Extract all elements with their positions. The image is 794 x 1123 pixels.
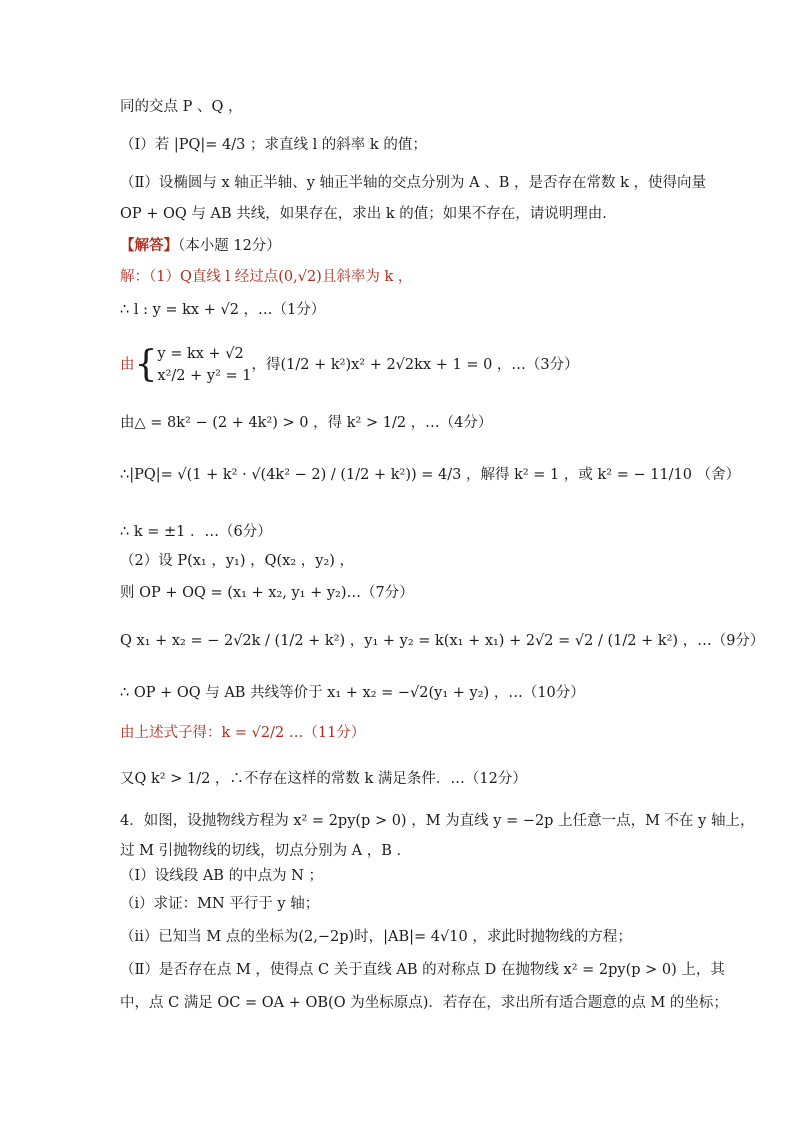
solution-step-2: ∴ l : y = kx + √2 ，…（1分） xyxy=(120,302,326,318)
system-prefix: 由 xyxy=(120,357,135,373)
answer-tag: 【解答】 xyxy=(120,237,178,254)
answer-score-note: （本小题 12分） xyxy=(178,238,281,254)
equation-system xyxy=(157,343,251,387)
line-1: 同的交点 P 、Q ， xyxy=(120,99,243,115)
system-eq-2: x²/2 + y² = 1 xyxy=(157,368,252,384)
question-part-2-cont: OP + OQ 与 AB 共线，如果存在，求出 k 的值；如果不存在，请说明理由． xyxy=(120,206,617,222)
system-eq-1: y = kx + √2 xyxy=(157,346,244,362)
solution-part-2-step-6: 又Q k² > 1/2 ，∴不存在这样的常数 k 满足条件．…（12分） xyxy=(120,771,527,787)
solution-step-6: ∴ k = ±1 ．…（6分） xyxy=(120,524,272,540)
solution-step-3 xyxy=(120,343,579,387)
problem-4-stem: 4．如图，设抛物线方程为 x² = 2py(p > 0) ，M 为直线 y = −2p 上任意一点，M 不在 y 轴上， xyxy=(120,813,755,829)
question-part-2: （Ⅱ）设椭圆与 x 轴正半轴、y 轴正半轴的交点分别为 A 、B ，是否存在常数 k ，使得向量 xyxy=(120,175,707,191)
solution-step-1: 解：（1）Q直线 l 经过点(0,√2)且斜率为 k ， xyxy=(120,269,413,285)
brace-icon: { xyxy=(134,344,158,385)
solution-step-5: ∴|PQ|= √(1 + k² · √(4k² − 2) / (1/2 + k²)) = 4/3 ，解得 k² = 1 ，或 k² = − 11/10 （舍） xyxy=(120,467,741,483)
solution-part-2-step-3: Q x₁ + x₂ = − 2√2k / (1/2 + k²) ，y₁ + y₂ = k(x₁ + x₁) + 2√2 = √2 / (1/2 + k²) ，…（9分） xyxy=(120,633,765,649)
problem-4-stem-cont: 过 M 引抛物线的切线，切点分别为 A ，B ． xyxy=(120,843,412,859)
answer-header xyxy=(120,237,281,255)
solution-part-2-step-2: 则 OP + OQ = (x₁ + x₂, y₁ + y₂)…（7分） xyxy=(120,585,414,601)
problem-4-part-1: （Ⅰ）设线段 AB 的中点为 N ； xyxy=(120,868,323,884)
solution-part-2-step-5: 由上述式子得：k = √2/2 …（11分） xyxy=(120,725,366,741)
question-part-1: （Ⅰ）若 |PQ|= 4/3 ；求直线 l 的斜率 k 的值； xyxy=(120,137,427,153)
problem-4-part-1-ii: （ⅱ）已知当 M 点的坐标为(2,−2p)时，|AB|= 4√10 ，求此时抛物线的方程； xyxy=(120,929,632,945)
problem-4-part-2: （Ⅱ）是否存在点 M ，使得点 C 关于直线 AB 的对称点 D 在抛物线 x² = 2py(p > 0) 上，其 xyxy=(120,962,725,978)
problem-4-part-1-i: （ⅰ）求证：MN 平行于 y 轴； xyxy=(120,896,320,912)
system-result: ，得(1/2 + k²)x² + 2√2kx + 1 = 0 ，…（3分） xyxy=(251,357,579,373)
solution-part-2-step-1: （2）设 P(x₁ ，y₁) ，Q(x₂ ，y₂) ， xyxy=(120,553,355,569)
problem-4-part-2-cont: 中，点 C 满足 OC = OA + OB(O 为坐标原点)．若存在，求出所有适合题意的点 M 的坐标； xyxy=(120,995,728,1011)
solution-step-4: 由△ = 8k² − (2 + 4k²) > 0 ，得 k² > 1/2 ，…（4分） xyxy=(120,415,493,431)
solution-part-2-step-4: ∴ OP + OQ 与 AB 共线等价于 x₁ + x₂ = −√2(y₁ + y₂) ，…（10分） xyxy=(120,685,585,701)
